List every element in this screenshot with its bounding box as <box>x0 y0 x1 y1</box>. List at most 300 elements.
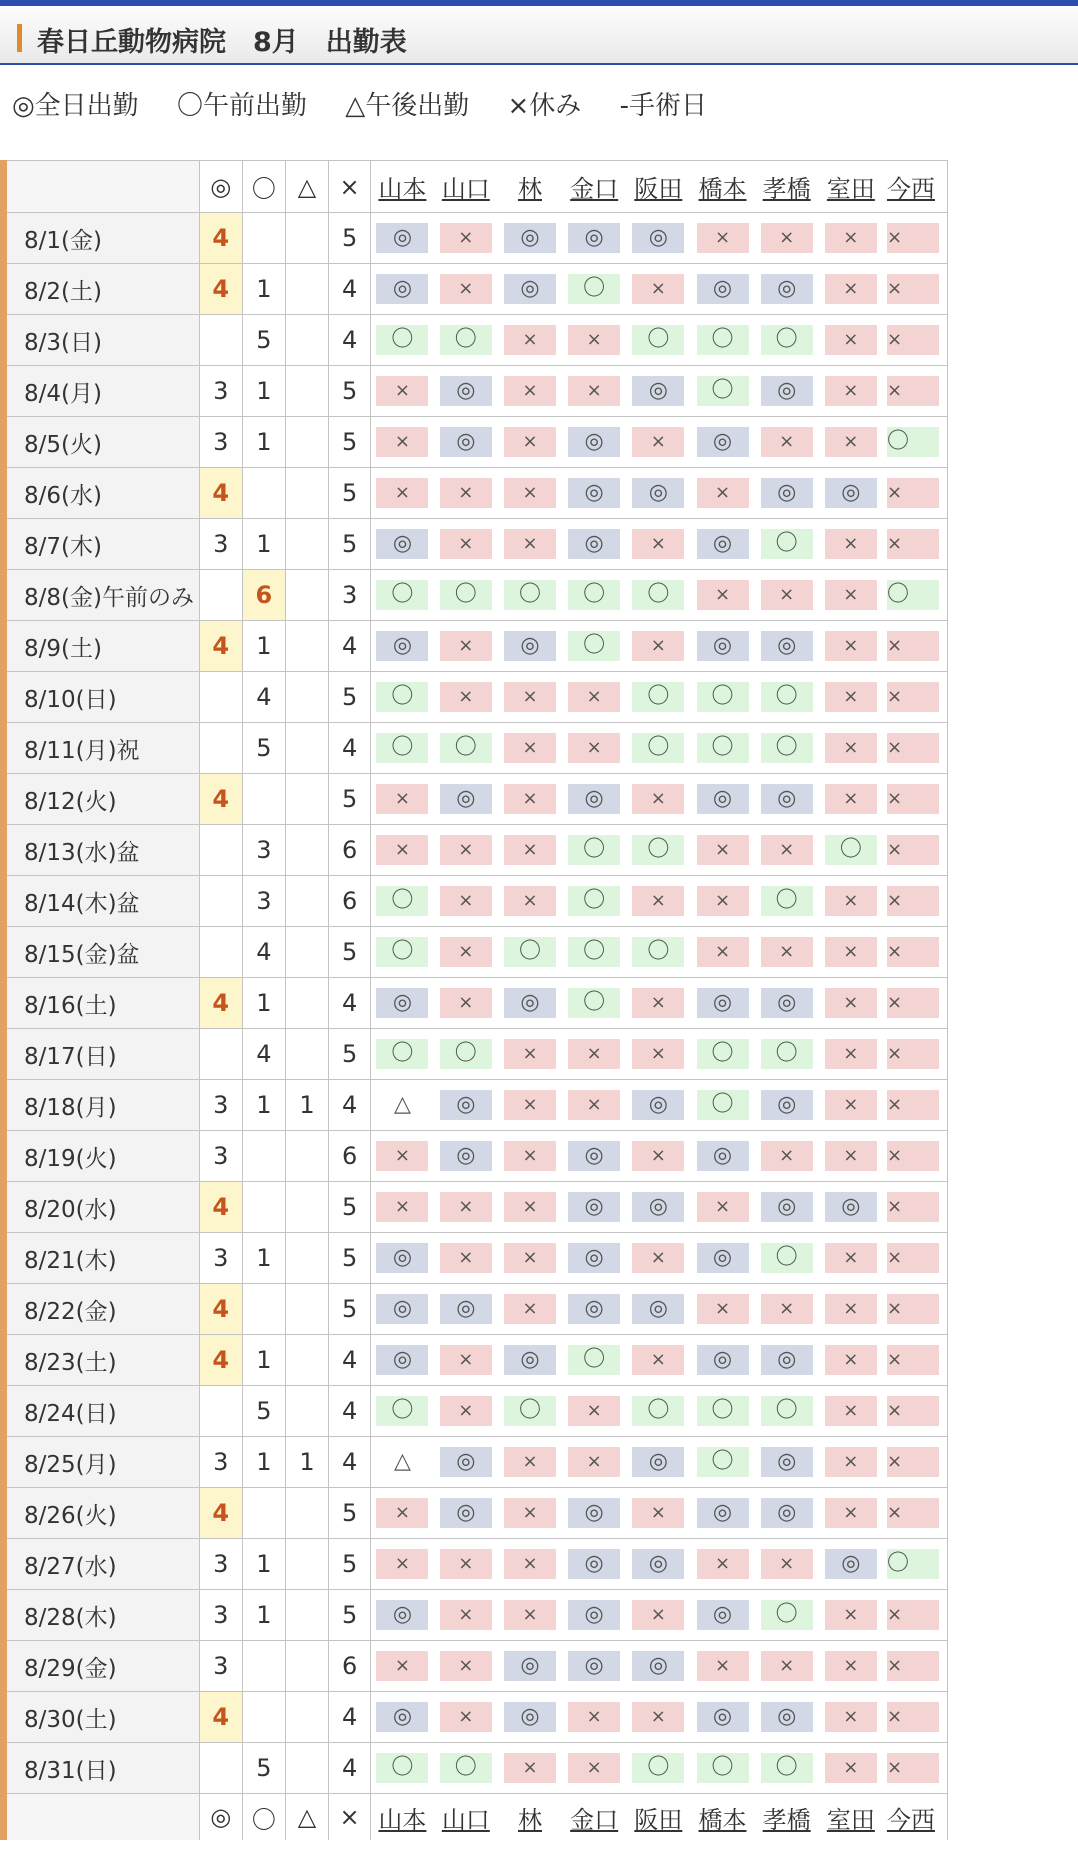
shift-cell <box>819 570 883 621</box>
count-full: 4 <box>199 264 242 315</box>
shift-chip-off: × <box>632 529 684 559</box>
shift-chip-off: × <box>632 274 684 304</box>
shift-cell <box>755 876 819 927</box>
staff-header-link[interactable]: 孝橋 <box>755 161 819 213</box>
shift-cell <box>626 927 690 978</box>
count-off: 5 <box>329 927 371 978</box>
shift-chip-off: × <box>887 1345 939 1375</box>
shift-chip-am: 〇 <box>761 1039 813 1069</box>
shift-cell <box>755 213 819 264</box>
shift-chip-full: ◎ <box>632 376 684 406</box>
shift-cell <box>626 1335 690 1386</box>
date-cell: 8/29(金) <box>4 1641 200 1692</box>
count-pm <box>285 1539 328 1590</box>
table-row <box>4 1284 1075 1335</box>
shift-chip-full: ◎ <box>376 529 428 559</box>
shift-chip-full: ◎ <box>376 988 428 1018</box>
count-pm <box>285 264 328 315</box>
shift-cell <box>498 366 562 417</box>
shift-chip-full: ◎ <box>697 1498 749 1528</box>
count-pm <box>285 927 328 978</box>
date-cell: 8/6(水) <box>4 468 200 519</box>
shift-chip-full: ◎ <box>376 1702 428 1732</box>
staff-header-link[interactable]: 橋本 <box>690 1794 754 1841</box>
shift-cell <box>819 1335 883 1386</box>
shift-chip-full: ◎ <box>376 1600 428 1630</box>
date-cell: 8/3(日) <box>4 315 200 366</box>
shift-chip-off: × <box>887 631 939 661</box>
staff-header-link[interactable]: 阪田 <box>626 161 690 213</box>
shift-cell <box>498 468 562 519</box>
shift-cell <box>755 570 819 621</box>
shift-chip-off: × <box>825 1090 877 1120</box>
table-row <box>4 315 1075 366</box>
count-pm <box>285 1182 328 1233</box>
shift-chip-am: 〇 <box>440 580 492 610</box>
shift-chip-off: × <box>440 1396 492 1426</box>
shift-cell <box>883 213 947 264</box>
shift-cell <box>434 1080 498 1131</box>
date-cell: 8/5(火) <box>4 417 200 468</box>
shift-chip-full: ◎ <box>568 1498 620 1528</box>
shift-cell <box>883 825 947 876</box>
shift-chip-off: × <box>376 1141 428 1171</box>
shift-cell <box>562 570 626 621</box>
shift-chip-off: × <box>504 835 556 865</box>
count-full: 4 <box>199 1182 242 1233</box>
staff-header-link[interactable]: 林 <box>498 161 562 213</box>
shift-chip-off: × <box>825 1396 877 1426</box>
shift-cell <box>562 1437 626 1488</box>
shift-cell <box>755 1488 819 1539</box>
shift-cell <box>498 264 562 315</box>
legend-full-day: ◎全日出勤 <box>12 91 139 121</box>
shift-cell <box>883 1335 947 1386</box>
shift-chip-off: × <box>632 784 684 814</box>
shift-chip-am: 〇 <box>376 886 428 916</box>
shift-chip-full: ◎ <box>697 1702 749 1732</box>
shift-cell <box>690 774 754 825</box>
count-pm <box>285 774 328 825</box>
shift-chip-off: × <box>632 988 684 1018</box>
count-off: 5 <box>329 519 371 570</box>
shift-chip-off: × <box>825 1141 877 1171</box>
staff-header-link[interactable]: 今西 <box>883 161 947 213</box>
month-label: 8月 <box>253 27 299 58</box>
shift-chip-off: × <box>504 1753 556 1783</box>
shift-chip-off: × <box>504 1243 556 1273</box>
shift-cell <box>755 417 819 468</box>
shift-cell <box>755 1386 819 1437</box>
count-am: 1 <box>242 1233 285 1284</box>
shift-chip-am: 〇 <box>376 1396 428 1426</box>
count-full: 4 <box>199 978 242 1029</box>
shift-cell <box>498 1437 562 1488</box>
clinic-name: 春日丘動物病院 <box>37 27 226 58</box>
shift-cell <box>498 1029 562 1080</box>
shift-cell <box>819 723 883 774</box>
shift-chip-off: × <box>440 1651 492 1681</box>
table-row <box>4 825 1075 876</box>
shift-chip-off: × <box>440 1243 492 1273</box>
attendance-table <box>0 160 1078 1840</box>
shift-chip-off: × <box>697 886 749 916</box>
shift-chip-full: ◎ <box>440 1498 492 1528</box>
count-am <box>242 1131 285 1182</box>
shift-chip-off: × <box>376 784 428 814</box>
shift-cell <box>434 927 498 978</box>
shift-chip-off: × <box>504 1600 556 1630</box>
shift-cell <box>755 366 819 417</box>
count-off: 5 <box>329 1182 371 1233</box>
table-row <box>4 468 1075 519</box>
shift-cell <box>434 723 498 774</box>
shift-chip-am: 〇 <box>632 1396 684 1426</box>
shift-chip-am: 〇 <box>761 682 813 712</box>
shift-chip-full: ◎ <box>697 784 749 814</box>
legend-morning: 〇午前出勤 <box>176 91 307 121</box>
shift-cell <box>819 927 883 978</box>
shift-chip-am: 〇 <box>761 1396 813 1426</box>
count-am <box>242 1641 285 1692</box>
date-cell: 8/15(金)盆 <box>4 927 200 978</box>
shift-chip-full: ◎ <box>632 1294 684 1324</box>
shift-chip-off: × <box>568 1753 620 1783</box>
shift-cell <box>690 1182 754 1233</box>
shift-cell <box>371 570 434 621</box>
shift-chip-am: 〇 <box>440 325 492 355</box>
shift-cell <box>371 468 434 519</box>
shift-chip-off: × <box>568 733 620 763</box>
shift-chip-off: × <box>697 478 749 508</box>
symbol-header-pm: △ <box>285 161 328 213</box>
shift-cell <box>755 672 819 723</box>
shift-cell <box>883 264 947 315</box>
count-off: 4 <box>329 621 371 672</box>
shift-cell <box>755 1692 819 1743</box>
shift-chip-off: × <box>632 631 684 661</box>
staff-header-link[interactable]: 林 <box>498 1794 562 1841</box>
shift-chip-off: × <box>376 478 428 508</box>
count-full: 3 <box>199 1233 242 1284</box>
shift-chip-off: × <box>761 835 813 865</box>
shift-chip-am: 〇 <box>761 1600 813 1630</box>
shift-cell <box>626 366 690 417</box>
count-full: 4 <box>199 213 242 264</box>
staff-header-link[interactable]: 室田 <box>819 161 883 213</box>
shift-cell <box>883 1233 947 1284</box>
date-cell: 8/4(月) <box>4 366 200 417</box>
table-row <box>4 1437 1075 1488</box>
staff-header-link[interactable]: 金口 <box>562 161 626 213</box>
shift-chip-full: ◎ <box>697 1600 749 1630</box>
shift-cell <box>755 1131 819 1182</box>
shift-cell <box>690 1284 754 1335</box>
shift-cell <box>883 417 947 468</box>
shift-cell <box>498 1641 562 1692</box>
shift-cell <box>819 1182 883 1233</box>
shift-chip-off: × <box>632 1141 684 1171</box>
shift-cell <box>690 315 754 366</box>
staff-header-link[interactable]: 山本 <box>371 161 434 213</box>
count-full: 3 <box>199 1437 242 1488</box>
shift-cell <box>371 1590 434 1641</box>
shift-chip-off: × <box>568 1447 620 1477</box>
shift-chip-off: × <box>825 1651 877 1681</box>
shift-chip-off: × <box>504 1039 556 1069</box>
count-am: 1 <box>242 621 285 672</box>
table-row <box>4 1590 1075 1641</box>
staff-header-link[interactable]: 今西 <box>883 1794 947 1841</box>
shift-cell <box>371 1692 434 1743</box>
shift-chip-off: × <box>376 835 428 865</box>
count-off: 4 <box>329 1080 371 1131</box>
shift-cell <box>498 876 562 927</box>
shift-chip-full: ◎ <box>825 478 877 508</box>
shift-chip-am: 〇 <box>376 325 428 355</box>
count-full: 3 <box>199 366 242 417</box>
staff-header-link[interactable]: 室田 <box>819 1794 883 1841</box>
symbol-header-pm: △ <box>285 1794 328 1841</box>
shift-cell <box>498 1335 562 1386</box>
table-row <box>4 1386 1075 1437</box>
shift-chip-full: ◎ <box>825 1549 877 1579</box>
shift-cell <box>819 1641 883 1692</box>
shift-chip-off: × <box>825 1243 877 1273</box>
shift-cell <box>498 1386 562 1437</box>
shift-chip-full: ◎ <box>761 1447 813 1477</box>
shift-chip-full: ◎ <box>376 631 428 661</box>
shift-chip-full: ◎ <box>568 1294 620 1324</box>
shift-cell <box>819 1539 883 1590</box>
shift-cell <box>690 264 754 315</box>
shift-cell <box>498 1590 562 1641</box>
shift-chip-off: × <box>504 886 556 916</box>
count-full: 4 <box>199 621 242 672</box>
shift-cell <box>562 927 626 978</box>
shift-cell <box>883 978 947 1029</box>
shift-cell <box>562 672 626 723</box>
count-am: 1 <box>242 417 285 468</box>
shift-chip-full: ◎ <box>568 784 620 814</box>
shift-chip-full: ◎ <box>761 1702 813 1732</box>
count-off: 3 <box>329 570 371 621</box>
shift-chip-off: × <box>440 1549 492 1579</box>
shift-chip-full: ◎ <box>632 223 684 253</box>
count-off: 5 <box>329 1284 371 1335</box>
shift-cell <box>562 417 626 468</box>
shift-cell <box>690 519 754 570</box>
shift-chip-off: × <box>697 580 749 610</box>
count-full: 3 <box>199 1131 242 1182</box>
shift-chip-full: ◎ <box>568 1192 620 1222</box>
date-cell: 8/7(木) <box>4 519 200 570</box>
count-pm <box>285 1386 328 1437</box>
shift-chip-off: × <box>440 274 492 304</box>
shift-cell <box>498 723 562 774</box>
staff-header-link[interactable]: 橋本 <box>690 161 754 213</box>
table-row <box>4 519 1075 570</box>
shift-chip-off: × <box>568 682 620 712</box>
shift-chip-am: 〇 <box>568 937 620 967</box>
staff-header-link[interactable]: 山本 <box>371 1794 434 1841</box>
shift-chip-off: × <box>825 1600 877 1630</box>
count-pm <box>285 315 328 366</box>
shift-cell <box>371 417 434 468</box>
shift-chip-full: ◎ <box>568 1243 620 1273</box>
shift-cell <box>819 519 883 570</box>
shift-chip-off: × <box>504 1498 556 1528</box>
shift-cell <box>434 1335 498 1386</box>
shift-chip-off: × <box>568 325 620 355</box>
count-pm <box>285 825 328 876</box>
shift-cell <box>498 1284 562 1335</box>
shift-cell <box>371 519 434 570</box>
shift-chip-full: ◎ <box>568 1651 620 1681</box>
shift-cell <box>562 1182 626 1233</box>
shift-cell <box>883 1284 947 1335</box>
count-am <box>242 213 285 264</box>
shift-cell <box>562 774 626 825</box>
date-cell: 8/18(月) <box>4 1080 200 1131</box>
shift-chip-full: ◎ <box>632 478 684 508</box>
staff-header-link[interactable]: 金口 <box>562 1794 626 1841</box>
shift-cell <box>626 570 690 621</box>
date-cell: 8/30(土) <box>4 1692 200 1743</box>
shift-chip-full: ◎ <box>697 1345 749 1375</box>
shift-cell <box>690 1539 754 1590</box>
shift-cell <box>819 417 883 468</box>
shift-chip-off: × <box>440 682 492 712</box>
corner-cell <box>4 1794 200 1841</box>
shift-chip-off: × <box>887 1702 939 1732</box>
shift-cell <box>498 1080 562 1131</box>
shift-cell <box>819 672 883 723</box>
count-full: 4 <box>199 468 242 519</box>
shift-cell <box>883 366 947 417</box>
shift-cell <box>498 570 562 621</box>
shift-cell <box>883 1029 947 1080</box>
shift-chip-off: × <box>825 1702 877 1732</box>
count-full: 4 <box>199 774 242 825</box>
shift-cell <box>562 213 626 264</box>
shift-chip-full: ◎ <box>632 1549 684 1579</box>
shift-cell <box>371 723 434 774</box>
shift-cell <box>819 774 883 825</box>
shift-cell <box>434 1029 498 1080</box>
shift-chip-full: ◎ <box>440 784 492 814</box>
shift-chip-am: 〇 <box>697 1039 749 1069</box>
shift-chip-off: × <box>887 1600 939 1630</box>
shift-chip-full: ◎ <box>568 1549 620 1579</box>
count-am <box>242 1182 285 1233</box>
shift-chip-full: ◎ <box>568 1600 620 1630</box>
shift-cell <box>434 1233 498 1284</box>
shift-chip-off: × <box>887 1141 939 1171</box>
table-row <box>4 1488 1075 1539</box>
shift-chip-off: × <box>825 988 877 1018</box>
shift-chip-am: 〇 <box>761 1243 813 1273</box>
shift-cell <box>755 1080 819 1131</box>
count-am: 1 <box>242 519 285 570</box>
shift-cell <box>626 1131 690 1182</box>
shift-chip-off: × <box>568 1090 620 1120</box>
count-off: 5 <box>329 672 371 723</box>
shift-cell <box>371 621 434 672</box>
shift-cell <box>755 1743 819 1794</box>
shift-chip-am: 〇 <box>632 937 684 967</box>
count-pm <box>285 213 328 264</box>
shift-cell <box>434 1131 498 1182</box>
shift-chip-off: × <box>440 631 492 661</box>
shift-chip-off: × <box>887 325 939 355</box>
shift-chip-off: × <box>761 223 813 253</box>
shift-cell <box>755 825 819 876</box>
shift-cell <box>562 519 626 570</box>
staff-header-link[interactable]: 孝橋 <box>755 1794 819 1841</box>
count-off: 6 <box>329 876 371 927</box>
count-off: 5 <box>329 774 371 825</box>
count-am: 4 <box>242 672 285 723</box>
shift-chip-off: × <box>825 682 877 712</box>
shift-chip-off: × <box>440 937 492 967</box>
staff-header-link[interactable]: 山口 <box>434 161 498 213</box>
date-cell: 8/2(土) <box>4 264 200 315</box>
count-off: 4 <box>329 1437 371 1488</box>
table-row <box>4 1080 1075 1131</box>
date-cell: 8/17(日) <box>4 1029 200 1080</box>
shift-chip-off: × <box>825 1447 877 1477</box>
count-am: 5 <box>242 1386 285 1437</box>
shift-chip-am: 〇 <box>887 427 939 457</box>
table-row <box>4 621 1075 672</box>
count-am <box>242 774 285 825</box>
shift-cell <box>626 876 690 927</box>
count-full: 3 <box>199 417 242 468</box>
count-pm <box>285 876 328 927</box>
shift-cell <box>819 825 883 876</box>
shift-cell <box>626 1029 690 1080</box>
staff-header-link[interactable]: 山口 <box>434 1794 498 1841</box>
shift-chip-off: × <box>887 223 939 253</box>
count-off: 4 <box>329 264 371 315</box>
shift-chip-full: ◎ <box>697 1243 749 1273</box>
shift-cell <box>371 315 434 366</box>
table-row <box>4 978 1075 1029</box>
date-cell: 8/11(月)祝 <box>4 723 200 774</box>
table-row <box>4 876 1075 927</box>
staff-header-link[interactable]: 阪田 <box>626 1794 690 1841</box>
shift-chip-full: ◎ <box>697 274 749 304</box>
shift-chip-full: ◎ <box>568 529 620 559</box>
shift-cell <box>755 468 819 519</box>
shift-cell <box>562 621 626 672</box>
shift-cell <box>883 1182 947 1233</box>
table-row <box>4 213 1075 264</box>
shift-cell <box>434 366 498 417</box>
shift-chip-off: × <box>887 1294 939 1324</box>
shift-cell <box>434 1692 498 1743</box>
shift-chip-full: ◎ <box>568 478 620 508</box>
shift-cell <box>755 264 819 315</box>
shift-chip-off: × <box>825 274 877 304</box>
shift-cell <box>690 1080 754 1131</box>
shift-chip-off: × <box>504 682 556 712</box>
shift-chip-am: 〇 <box>761 733 813 763</box>
shift-cell <box>434 1641 498 1692</box>
shift-cell <box>371 1335 434 1386</box>
shift-cell <box>562 1743 626 1794</box>
